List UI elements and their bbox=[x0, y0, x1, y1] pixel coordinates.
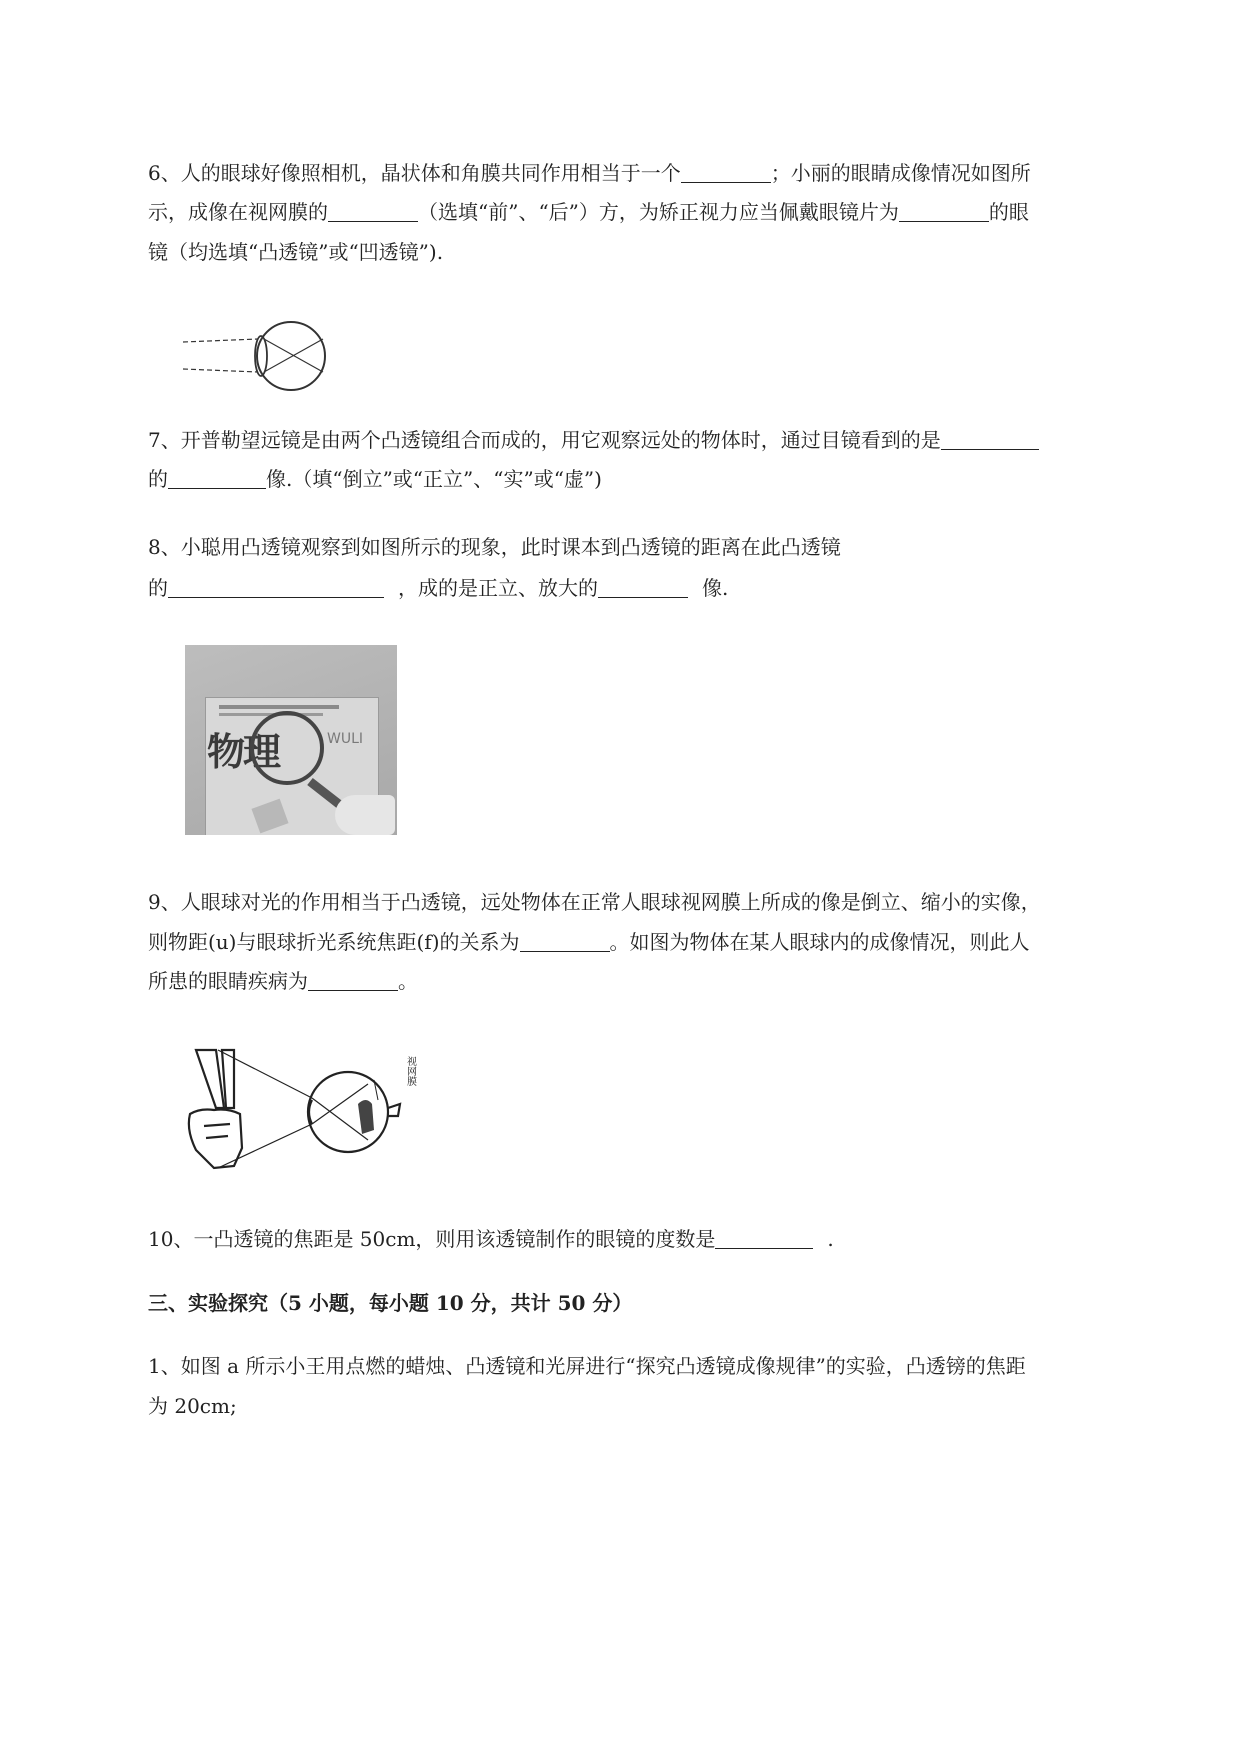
section-heading-text: 三、实验探究（5 小题，每小题 10 分，共计 50 分） bbox=[148, 1291, 633, 1315]
q9-text: 则物距(u)与眼球折光系统焦距(f)的关系为 bbox=[148, 930, 520, 954]
q10-text: 10、一凸透镜的焦距是 50cm，则用该透镜制作的眼镜的度数是 bbox=[148, 1227, 716, 1251]
book-text-line bbox=[219, 705, 339, 709]
q9-line-1 bbox=[148, 888, 1041, 916]
exp1-line-2 bbox=[148, 1392, 237, 1420]
answer-blank[interactable] bbox=[168, 468, 266, 489]
q7-line-2 bbox=[148, 465, 602, 493]
q10-line bbox=[148, 1225, 834, 1253]
answer-blank[interactable] bbox=[168, 577, 384, 598]
exp1-line-1 bbox=[148, 1352, 1026, 1380]
q6-text: 6、人的眼球好像照相机，晶状体和角膜共同作用相当于一个 bbox=[148, 161, 681, 185]
exp1-text: 1、如图 a 所示小王用点燃的蜡烛、凸透镜和光屏进行“探究凸透镜成像规律”的实验，凸透镑的焦距 bbox=[148, 1354, 1026, 1378]
q6-text: 示，成像在视网膜的 bbox=[148, 200, 328, 224]
eye-diagram bbox=[178, 318, 338, 398]
q8-line-2 bbox=[148, 574, 728, 602]
answer-blank[interactable] bbox=[308, 970, 398, 991]
q9-text: 。如图为物体在某人眼球内的成像情况，则此人 bbox=[609, 930, 1030, 954]
answer-blank[interactable] bbox=[520, 931, 610, 952]
hand bbox=[335, 795, 395, 835]
book-title: 物理 bbox=[207, 729, 280, 774]
q7-text: 的 bbox=[148, 467, 168, 491]
q8-line-1 bbox=[148, 533, 841, 561]
q7-text: 7、开普勒望远镜是由两个凸透镜组合而成的，用它观察远处的物体时，通过目镜看到的是 bbox=[148, 428, 941, 452]
q9-text: 9、人眼球对光的作用相当于凸透镜，远处物体在正常人眼球视网膜上所成的像是倒立、缩小的实像， bbox=[148, 890, 1041, 914]
q9-line-3 bbox=[148, 967, 418, 995]
q6-text: 的眼 bbox=[988, 200, 1029, 224]
answer-blank[interactable] bbox=[899, 201, 989, 222]
q8-text: 像. bbox=[702, 576, 729, 600]
q10-text: . bbox=[827, 1227, 834, 1251]
answer-blank[interactable] bbox=[598, 577, 688, 598]
magnifier-lens bbox=[250, 711, 324, 785]
exp1-text: 为 20cm; bbox=[148, 1394, 237, 1418]
q8-text: 8、小聪用凸透镜观察到如图所示的现象，此时课本到凸透镜的距离在此凸透镜 bbox=[148, 535, 841, 559]
q7-text: 像.（填“倒立”或“正立”、“实”或“虚”) bbox=[266, 467, 602, 491]
q8-text: 的 bbox=[148, 576, 168, 600]
q7-line-1 bbox=[148, 426, 1039, 454]
book-magnifier-photo bbox=[185, 645, 397, 835]
q9-text: 。 bbox=[398, 969, 418, 993]
q6-line-1 bbox=[148, 159, 1031, 187]
q6-text: ；小丽的眼睛成像情况如图所 bbox=[770, 161, 1031, 185]
hand-eye-diagram bbox=[178, 1040, 448, 1180]
q6-line-3 bbox=[148, 238, 443, 266]
answer-blank[interactable] bbox=[681, 162, 771, 183]
section-heading bbox=[148, 1289, 632, 1317]
q9-line-2 bbox=[148, 928, 1030, 956]
book-subtitle: WULI bbox=[327, 731, 364, 747]
q6-text: （选填“前”、“后”）方，为矫正视力应当佩戴眼镜片为 bbox=[418, 200, 899, 224]
answer-blank[interactable] bbox=[941, 429, 1039, 450]
answer-blank[interactable] bbox=[328, 201, 418, 222]
q6-text: 镜（均选填“凸透镜”或“凹透镜”). bbox=[148, 240, 444, 264]
q8-text: ，成的是正立、放大的 bbox=[398, 576, 598, 600]
retina-label: 视网膜 bbox=[404, 1056, 416, 1086]
answer-blank[interactable] bbox=[715, 1228, 813, 1249]
q6-line-2 bbox=[148, 198, 1029, 226]
q9-text: 所患的眼睛疾病为 bbox=[148, 969, 308, 993]
